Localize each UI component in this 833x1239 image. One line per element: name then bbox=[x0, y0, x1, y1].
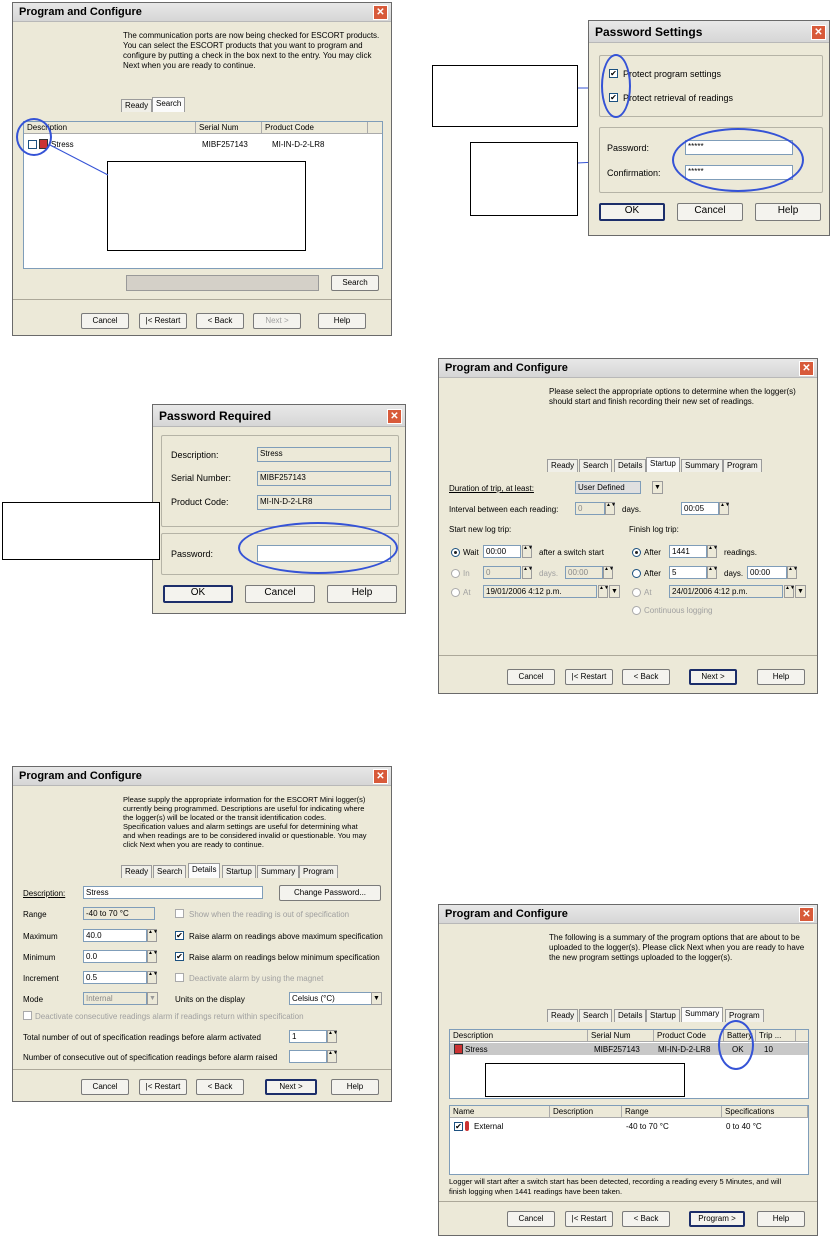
cancel-button[interactable]: Cancel bbox=[81, 1079, 129, 1095]
maximum-spin[interactable]: ▲▼ bbox=[147, 929, 157, 942]
after-label: After bbox=[644, 548, 661, 557]
deactivate-magnet-label: Deactivate alarm by using the magnet bbox=[189, 974, 324, 983]
finish-at-datetime-input[interactable]: 24/01/2006 4:12 p.m. bbox=[669, 585, 783, 598]
close-icon[interactable]: ✕ bbox=[811, 25, 826, 40]
intro-line: Specification values and alarm settings are useful for determining what bbox=[123, 822, 358, 831]
cancel-button[interactable]: Cancel bbox=[507, 1211, 555, 1227]
tab-ready[interactable]: Ready bbox=[547, 459, 578, 472]
intro-text bbox=[549, 387, 796, 407]
title-bar bbox=[439, 359, 817, 378]
serial-value: MIBF257143 bbox=[257, 471, 391, 486]
protect-group bbox=[599, 55, 823, 117]
col-description[interactable]: Description bbox=[550, 1106, 622, 1118]
col-description[interactable]: Description bbox=[24, 122, 196, 134]
row-trip: 10 bbox=[764, 1045, 773, 1054]
tab-details[interactable]: Details bbox=[614, 459, 646, 472]
description-label: Description: bbox=[171, 450, 219, 460]
duration-select[interactable]: User Defined bbox=[575, 481, 641, 494]
units-label: Units on the display bbox=[175, 995, 245, 1004]
serial-label: Serial Number: bbox=[171, 473, 232, 483]
show-spec-checkbox[interactable] bbox=[175, 909, 184, 918]
finish-label: Finish log trip: bbox=[629, 525, 679, 534]
finish-at-spin[interactable]: ▲▼ bbox=[784, 585, 794, 598]
next-button[interactable]: Next > bbox=[265, 1079, 317, 1095]
total-readings-spin[interactable]: ▲▼ bbox=[327, 1030, 337, 1043]
channel-name: External bbox=[474, 1122, 504, 1131]
protect-program-checkbox[interactable]: ✔ bbox=[610, 69, 617, 78]
intro-line: and when readings are to be considered invalid or questionable. You may bbox=[123, 831, 367, 840]
footer-line: Logger will start after a switch start has been detected, recording a reading every 5 Minutes, and will bbox=[449, 1177, 782, 1186]
after-readings-radio[interactable] bbox=[632, 548, 641, 557]
description-value: Stress bbox=[257, 447, 391, 462]
tab-ready[interactable]: Ready bbox=[121, 865, 152, 878]
maximum-label: Maximum bbox=[23, 932, 58, 941]
raise-below-checkbox[interactable]: ✔ bbox=[176, 952, 183, 961]
intro-line: The communication ports are now being checked for ESCORT products. bbox=[123, 31, 380, 40]
col-product-code[interactable]: Product Code bbox=[654, 1030, 724, 1042]
total-readings-input[interactable]: 1 bbox=[289, 1030, 327, 1043]
close-icon[interactable]: ✕ bbox=[799, 361, 814, 376]
col-trip[interactable]: Trip ... bbox=[756, 1030, 796, 1042]
minimum-input[interactable]: 0.0 bbox=[83, 950, 147, 963]
finish-at-radio[interactable] bbox=[632, 588, 641, 597]
col-description[interactable]: Description bbox=[450, 1030, 588, 1042]
interval-time-spin[interactable]: ▲▼ bbox=[719, 502, 729, 515]
back-button[interactable]: < Back bbox=[622, 669, 670, 685]
row-battery: OK bbox=[732, 1045, 744, 1054]
dropdown-arrow-icon[interactable]: ▼ bbox=[652, 481, 663, 494]
product-code-value: MI-IN-D-2-LR8 bbox=[257, 495, 391, 510]
minimum-spin[interactable]: ▲▼ bbox=[147, 950, 157, 963]
col-name[interactable]: Name bbox=[450, 1106, 550, 1118]
annotation-ellipse bbox=[718, 1020, 754, 1070]
increment-spin[interactable]: ▲▼ bbox=[147, 971, 157, 984]
row-serial: MIBF257143 bbox=[202, 140, 248, 149]
after-time-spin[interactable]: ▲▼ bbox=[787, 566, 797, 579]
password-settings-window bbox=[588, 20, 830, 236]
tab-details[interactable]: Details bbox=[188, 863, 220, 878]
tab-summary[interactable]: Summary bbox=[257, 865, 299, 878]
after-switch-label: after a switch start bbox=[539, 548, 604, 557]
back-button[interactable]: < Back bbox=[196, 313, 244, 329]
consecutive-readings-input[interactable] bbox=[289, 1050, 327, 1063]
annotation-callout-box bbox=[485, 1063, 685, 1097]
raise-below-label: Raise alarm on readings below minimum specification bbox=[189, 953, 380, 962]
annotation-callout-box bbox=[432, 65, 578, 127]
deactivate-magnet-checkbox[interactable] bbox=[175, 973, 184, 982]
minimum-label: Minimum bbox=[23, 953, 56, 962]
consecutive-readings-label: Number of consecutive out of specification readings before alarm raised bbox=[23, 1053, 278, 1062]
product-code-label: Product Code: bbox=[171, 497, 229, 507]
continuous-radio[interactable] bbox=[632, 606, 641, 615]
description-label: Description: bbox=[23, 889, 66, 898]
title-bar bbox=[13, 767, 391, 786]
row-serial: MIBF257143 bbox=[594, 1045, 640, 1054]
window-title: Program and Configure bbox=[19, 770, 142, 782]
intro-line: configure by putting a check in the box next to the entry. You may click bbox=[123, 51, 372, 60]
interval-days-spin[interactable]: ▲▼ bbox=[605, 502, 615, 515]
title-bar bbox=[439, 905, 817, 924]
intro-line: The following is a summary of the program options that are about to be bbox=[549, 933, 800, 942]
search-button[interactable]: Search bbox=[331, 275, 379, 291]
interval-days-input[interactable]: 0 bbox=[575, 502, 605, 515]
col-battery[interactable]: Battery bbox=[724, 1030, 756, 1042]
help-button[interactable]: Help bbox=[318, 313, 366, 329]
tab-summary[interactable]: Summary bbox=[681, 459, 723, 472]
close-icon[interactable]: ✕ bbox=[799, 907, 814, 922]
description-input[interactable]: Stress bbox=[83, 886, 263, 899]
in-days-spin[interactable]: ▲▼ bbox=[522, 566, 532, 579]
change-password-button[interactable]: Change Password... bbox=[279, 885, 381, 901]
help-button[interactable]: Help bbox=[327, 585, 397, 603]
at-label: At bbox=[463, 588, 471, 597]
channel-spec: 0 to 40 °C bbox=[726, 1122, 762, 1131]
restart-button[interactable]: |< Restart bbox=[565, 1211, 613, 1227]
help-button[interactable]: Help bbox=[755, 203, 821, 221]
password-required-window bbox=[152, 404, 406, 614]
help-button[interactable]: Help bbox=[331, 1079, 379, 1095]
col-range[interactable]: Range bbox=[622, 1106, 722, 1118]
increment-label: Increment bbox=[23, 974, 59, 983]
finish-days-label: days. bbox=[724, 569, 744, 578]
in-days-input[interactable]: 0 bbox=[483, 566, 521, 579]
list-header bbox=[450, 1106, 808, 1118]
divider bbox=[439, 1201, 817, 1202]
after-days-input[interactable]: 5 bbox=[669, 566, 707, 579]
password-label: Password: bbox=[171, 549, 214, 559]
annotation-ellipse bbox=[672, 128, 804, 192]
channel-range: -40 to 70 °C bbox=[626, 1122, 669, 1131]
intro-line: the new program settings uploaded to the logger(s). bbox=[549, 953, 733, 962]
title-bar bbox=[153, 405, 405, 427]
units-dropdown-icon[interactable]: ▼ bbox=[371, 992, 382, 1005]
mode-label: Mode bbox=[23, 995, 44, 1004]
restart-button[interactable]: |< Restart bbox=[139, 1079, 187, 1095]
thermometer-icon bbox=[465, 1121, 469, 1131]
maximum-input[interactable]: 40.0 bbox=[83, 929, 147, 942]
wait-time-spin[interactable]: ▲▼ bbox=[522, 545, 532, 558]
intro-line: Next when you are ready to continue. bbox=[123, 61, 256, 70]
in-days-label: days. bbox=[539, 569, 559, 578]
intro-line: You can select the ESCORT products that you want to program and bbox=[123, 41, 363, 50]
program-button[interactable]: Program > bbox=[689, 1211, 745, 1227]
divider bbox=[439, 655, 817, 656]
channel-checkbox[interactable]: ✔ bbox=[455, 1122, 462, 1131]
at-datetime-spin[interactable]: ▲▼ bbox=[598, 585, 608, 598]
annotation-callout-box bbox=[2, 502, 160, 560]
col-serial[interactable]: Serial Num bbox=[196, 122, 262, 134]
raise-above-label: Raise alarm on readings above maximum specification bbox=[189, 932, 383, 941]
deactivate-consecutive-label: Deactivate consecutive readings alarm if readings return within specification bbox=[35, 1012, 304, 1021]
tab-search[interactable]: Search bbox=[579, 459, 612, 472]
window-title: Password Settings bbox=[595, 25, 703, 39]
units-select[interactable]: Celsius (°C) bbox=[289, 992, 373, 1005]
raise-above-checkbox[interactable]: ✔ bbox=[176, 931, 183, 940]
intro-line: click Next when you are ready to continue. bbox=[123, 840, 264, 849]
after-time-input[interactable]: 00:00 bbox=[747, 566, 787, 579]
range-label: Range bbox=[23, 910, 47, 919]
continuous-label: Continuous logging bbox=[644, 606, 713, 615]
after-readings-spin[interactable]: ▲▼ bbox=[707, 545, 717, 558]
close-icon[interactable]: ✕ bbox=[373, 5, 388, 20]
readings-label: readings. bbox=[724, 548, 757, 557]
tab-program[interactable]: Program bbox=[723, 459, 762, 472]
protect-readings-checkbox[interactable]: ✔ bbox=[610, 93, 617, 102]
annotation-ellipse bbox=[238, 522, 398, 574]
intro-line: the logger(s) will be located or the transit identification codes. bbox=[123, 813, 327, 822]
ok-button[interactable]: OK bbox=[163, 585, 233, 603]
close-icon[interactable]: ✕ bbox=[387, 409, 402, 424]
start-label: Start new log trip: bbox=[449, 525, 512, 534]
at-radio[interactable] bbox=[451, 588, 460, 597]
channel-list[interactable] bbox=[449, 1105, 809, 1175]
interval-label: Interval between each reading: bbox=[449, 505, 559, 514]
password-input[interactable]: ***** bbox=[685, 140, 793, 155]
row-product-code: MI-IN-D-2-LR8 bbox=[658, 1045, 711, 1054]
intro-text bbox=[549, 933, 804, 963]
wait-label: Wait bbox=[463, 548, 479, 557]
password-label: Password: bbox=[607, 143, 650, 153]
tab-search[interactable]: Search bbox=[579, 1009, 612, 1022]
confirmation-label: Confirmation: bbox=[607, 168, 661, 178]
divider bbox=[13, 1069, 391, 1070]
help-button[interactable]: Help bbox=[757, 669, 805, 685]
tab-program[interactable]: Program bbox=[299, 865, 338, 878]
summary-footer-text bbox=[449, 1177, 781, 1197]
days-label: days. bbox=[622, 505, 642, 514]
col-specifications[interactable]: Specifications bbox=[722, 1106, 808, 1118]
help-button[interactable]: Help bbox=[757, 1211, 805, 1227]
cancel-button[interactable]: Cancel bbox=[507, 669, 555, 685]
confirmation-input[interactable]: ***** bbox=[685, 165, 793, 180]
show-spec-label: Show when the reading is out of specification bbox=[189, 910, 350, 919]
tab-startup[interactable]: Startup bbox=[646, 1009, 680, 1022]
window-title: Program and Configure bbox=[445, 908, 568, 920]
back-button[interactable]: < Back bbox=[622, 1211, 670, 1227]
interval-time-input[interactable]: 00:05 bbox=[681, 502, 719, 515]
duration-label: Duration of trip, at least: bbox=[449, 484, 534, 493]
row-description: Stress bbox=[51, 140, 74, 149]
window-title: Password Required bbox=[159, 409, 272, 423]
intro-line: currently being programmed. Descriptions are useful for indicating where bbox=[123, 804, 365, 813]
increment-input[interactable]: 0.5 bbox=[83, 971, 147, 984]
tab-search[interactable]: Search bbox=[153, 865, 186, 878]
finish-calendar-dropdown-icon[interactable]: ▼ bbox=[795, 585, 806, 598]
in-label: In bbox=[463, 569, 470, 578]
program-configure-window-startup bbox=[438, 358, 818, 694]
ok-button[interactable]: OK bbox=[599, 203, 665, 221]
tab-search[interactable]: Search bbox=[152, 97, 185, 112]
cancel-button[interactable]: Cancel bbox=[677, 203, 743, 221]
after-readings-input[interactable]: 1441 bbox=[669, 545, 707, 558]
after-days-label: After bbox=[644, 569, 661, 578]
footer-line: finish logging when 1441 readings have been taken. bbox=[449, 1187, 623, 1196]
mode-select[interactable]: Internal bbox=[83, 992, 147, 1005]
next-button[interactable]: Next > bbox=[253, 313, 301, 329]
restart-button[interactable]: |< Restart bbox=[565, 669, 613, 685]
program-configure-window-details bbox=[12, 766, 392, 1102]
in-time-input[interactable]: 00:00 bbox=[565, 566, 603, 579]
title-bar bbox=[589, 21, 829, 43]
col-product-code[interactable]: Product Code bbox=[262, 122, 368, 134]
at-datetime-input[interactable]: 19/01/2006 4:12 p.m. bbox=[483, 585, 597, 598]
annotation-callout-box bbox=[470, 142, 578, 216]
tab-startup[interactable]: Startup bbox=[646, 457, 680, 472]
consecutive-readings-spin[interactable]: ▲▼ bbox=[327, 1050, 337, 1063]
close-icon[interactable]: ✕ bbox=[373, 769, 388, 784]
tab-program[interactable]: Program bbox=[725, 1009, 764, 1022]
list-header bbox=[450, 1030, 808, 1042]
in-radio[interactable] bbox=[451, 569, 460, 578]
col-serial[interactable]: Serial Num bbox=[588, 1030, 654, 1042]
protect-readings-label: Protect retrieval of readings bbox=[623, 93, 734, 103]
total-readings-label: Total number of out of specification readings before alarm activated bbox=[23, 1033, 261, 1042]
deactivate-consecutive-checkbox[interactable] bbox=[23, 1011, 32, 1020]
restart-button[interactable]: |< Restart bbox=[139, 313, 187, 329]
tab-startup[interactable]: Startup bbox=[222, 865, 256, 878]
mode-dropdown-icon[interactable]: ▼ bbox=[147, 992, 158, 1005]
wait-time-input[interactable]: 00:00 bbox=[483, 545, 521, 558]
intro-line: Please supply the appropriate information for the ESCORT Mini logger(s) bbox=[123, 795, 366, 804]
row-product-code: MI-IN-D-2-LR8 bbox=[272, 140, 325, 149]
wait-radio[interactable] bbox=[451, 548, 460, 557]
logger-icon bbox=[454, 1044, 463, 1054]
in-time-spin[interactable]: ▲▼ bbox=[603, 566, 613, 579]
cancel-button[interactable]: Cancel bbox=[245, 585, 315, 603]
tab-ready[interactable]: Ready bbox=[121, 99, 152, 112]
intro-line: should start and finish recording their new set of readings. bbox=[549, 397, 755, 406]
after-days-spin[interactable]: ▲▼ bbox=[707, 566, 717, 579]
cancel-button[interactable]: Cancel bbox=[81, 313, 129, 329]
row-description: Stress bbox=[465, 1045, 488, 1054]
protect-program-label: Protect program settings bbox=[623, 69, 722, 79]
annotation-ellipse bbox=[601, 54, 631, 118]
back-button[interactable]: < Back bbox=[196, 1079, 244, 1095]
intro-text bbox=[123, 795, 367, 849]
intro-line: uploaded to the logger(s). Please click Next when you are ready to have bbox=[549, 943, 805, 952]
after-days-radio[interactable] bbox=[632, 569, 641, 578]
window-title: Program and Configure bbox=[19, 6, 142, 18]
next-button[interactable]: Next > bbox=[689, 669, 737, 685]
intro-line: Please select the appropriate options to determine when the logger(s) bbox=[549, 387, 796, 396]
at-calendar-dropdown-icon[interactable]: ▼ bbox=[609, 585, 620, 598]
tab-details[interactable]: Details bbox=[614, 1009, 646, 1022]
finish-at-label: At bbox=[644, 588, 652, 597]
tab-summary[interactable]: Summary bbox=[681, 1007, 723, 1022]
window-title: Program and Configure bbox=[445, 362, 568, 374]
tab-ready[interactable]: Ready bbox=[547, 1009, 578, 1022]
range-value: -40 to 70 °C bbox=[83, 907, 155, 920]
